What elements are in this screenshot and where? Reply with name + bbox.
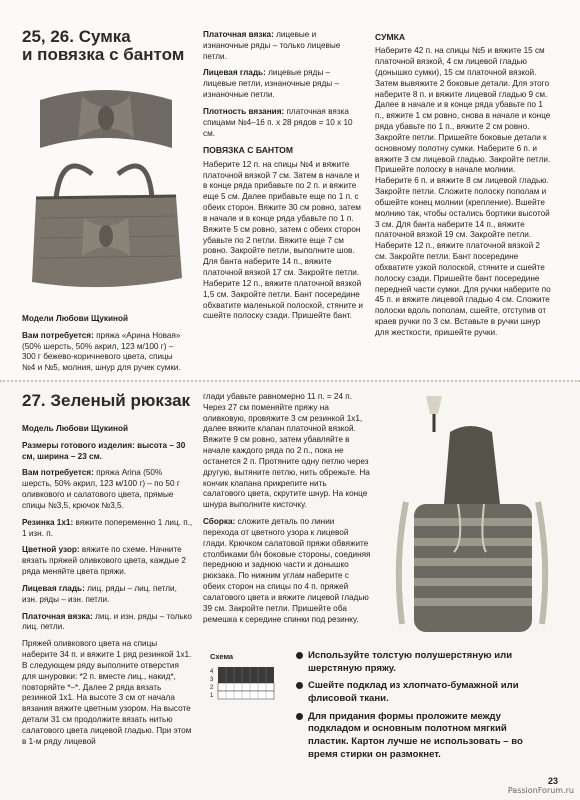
- tip-text-3: Для придания формы проложите между подкладом и основным полотном мягкий пластик. Картон лучше не использовать – во время стирки он размокнет.: [308, 710, 523, 760]
- backpack-model-credit: Модель Любови Щукиной: [22, 424, 129, 433]
- bag-heading: СУМКА: [375, 32, 406, 42]
- materials-para: [22, 331, 187, 374]
- density-para: [203, 107, 363, 139]
- stockinette-label: Лицевая гладь:: [203, 68, 266, 78]
- bullet-icon: [296, 652, 303, 659]
- section-title-backpack: 27. Зеленый рюкзак: [22, 391, 191, 410]
- schema-row-1: 1: [210, 693, 214, 699]
- page-number: 23: [547, 776, 558, 786]
- backpack-stockinette-para: [22, 584, 194, 606]
- bag-text: Наберите 42 п. на спицы №5 и вяжите 15 см платочной вязкой, 4 см лицевой гладью (донышко сумки), 15 см платочной вязкой. Затем вывяжите 2 боковые детали. Для этого наберите 8 п. и вяжите лицевой гладью 9 см. Далее в начале и в конце ряда убавьте по 1 п., вяжите 1 см ровно, снова в начале и конце ряда убавьте по 1 п., вяжите 2 см ровно. Закройте петли. Пришейте боковые детали к основному полотну сумки. Наберите 6 п. и вяжите 3 см лицевой гладью. Закройте петли. Пришейте полоску в начале молнии. Наберите 6 п. и вяжите 8 см лицевой гладью. Закройте петли. Сложите полоску пополам и обшейте конец молнии (крепление). Вшейте молнию так, чтобы остались бортики высотой 3 см. Для банта наберите 14 п., вяжите платочной вязкой 19 см. Закройте петли. Наберите 12 п., вяжите платочной вязкой 2 см. Закройте петли. Бант посередине обхватите узкой полоской, стяните и сшейте полоску сзади. Пришейте бант посередине передней части сумки. Для ручки наберите по 45 п. и вяжите лицевой гладью 4 см. Сложите полоски вдоль пополам, сшейте, отступив от краев ручки по 3 см. Вставьте в ручки шнур для жесткости, пришейте ручки.: [375, 46, 551, 337]
- tip-item: [296, 711, 526, 762]
- backpack-materials-label: Вам потребуется:: [22, 468, 94, 478]
- garter-text: лицевые и изнаночные ряды – только лицевые петли.: [203, 30, 341, 61]
- density-text: платочная вязка спицами №4–16 п. x 28 рядов = 10 x 10 см.: [203, 106, 353, 138]
- size-para: [22, 441, 194, 463]
- section-title-bag: [22, 28, 192, 64]
- top-col-2: [203, 30, 363, 328]
- color-para: [22, 545, 194, 577]
- color-label: Цветной узор:: [22, 545, 80, 555]
- backpack-stockinette-label: Лицевая гладь:: [22, 583, 85, 593]
- assembly-text: сложите деталь по линии перехода от цветного узора к лицевой глади. Крючком салатовой пряжи обвяжите столбиками б/н боковые стороны, соединяя переднюю и заднюю части и донышко рюкзака. По нижним углам наберите с обеих сторон на спицы по 4 п. пряжей салатового цвета и вяжите лицевой гладью 39 см. Закройте петли. Пришейте оба ремешка к середине спинки под резинку.: [203, 517, 371, 624]
- stockinette-text: лицевые ряды – лицевые петли, изнаночные ряды – изнаночные петли.: [203, 68, 339, 100]
- stockinette-para: [203, 68, 363, 100]
- bag-headband-section: [0, 0, 580, 378]
- model-credit: Модели Любови Щукиной: [22, 314, 129, 323]
- density-label: Плотность вязания:: [203, 106, 285, 116]
- backpack-stockinette-text: лиц. ряды – лиц. петли, изн. ряды – изн. петли.: [22, 583, 177, 604]
- materials-text: пряжа «Арина Новая» (50% шерсть, 50% акрил, 123 м/100 г) – 300 г бежево-коричневого цвета, спицы №4 и №5, молния, шнур для ручек сумки.: [22, 330, 181, 373]
- rib-label: Резинка 1x1:: [22, 517, 74, 527]
- assembly-label: Сборка:: [203, 517, 236, 527]
- title-line-2: и повязка с бантом: [22, 44, 185, 64]
- schema-row-3: 3: [210, 677, 214, 683]
- schema-label: Схема: [210, 652, 234, 661]
- top-col-1: [22, 314, 187, 380]
- tip-item: [296, 650, 526, 675]
- backpack-photo: [388, 392, 556, 640]
- schema-grid: [210, 661, 280, 709]
- rib-text: вяжите попеременно 1 лиц. п., 1 изн. п.: [22, 517, 193, 538]
- schema-row-4: 4: [210, 669, 214, 675]
- size-text: высота – 30 см, ширина – 23 см.: [22, 440, 186, 461]
- tips-box: [296, 650, 526, 766]
- bag-headband-photo: [22, 78, 190, 308]
- tip-text-1: Используйте толстую полушерстяную или шерстяную пряжу.: [308, 650, 513, 674]
- top-col-3: [375, 30, 553, 345]
- bottom-col-2: [203, 392, 371, 631]
- bullet-icon: [296, 713, 303, 720]
- watermark: PassionForum.ru: [507, 786, 574, 795]
- materials-label: Вам потребуется:: [22, 330, 94, 340]
- garter-label: Платочная вязка:: [203, 30, 274, 39]
- title-line-1: 25, 26. Сумка: [22, 27, 131, 46]
- backpack-garter-label: Платочная вязка:: [22, 611, 93, 621]
- backpack-garter-para: [22, 612, 194, 634]
- bottom-col-1: [22, 424, 194, 754]
- garter-para: [203, 30, 363, 62]
- tip-text-2: Сшейте подклад из хлопчато-бумажной или флисовой ткани.: [308, 680, 519, 704]
- schema-row-2: 2: [210, 685, 214, 691]
- headband-text: Наберите 12 п. на спицы №4 и вяжите платочной вязкой 7 см. Затем в начале и в конце ряда прибавьте по 2 п. и вяжите еще 5 см. Далее прибавьте еще по 1 п. с обеих сторон. Вяжите 30 см ровно, затем в начале и в конце ряда убавьте по 1 п. Вяжите 5 см ровно, затем с обеих сторон убавьте по 2 петли. Вяжите еще 7 см ровно. Закройте петли, выполните шов. Для банта наберите 14 п., вяжите платочной вязкой 17 см. Закройте петли. Наберите 12 п., вяжите платочной вязкой 1,5 см. Закройте петли. Бант посередине обхватите маленькой полоской, стяните и сшейте полоску сзади. Пришейте бант.: [203, 159, 363, 321]
- backpack-materials-text: пряжа Arina (50% шерсть, 50% акрил, 123 м/100 г) – по 50 г оливкового и салатового цвета, прямые спицы №3,5, крючок №3,5.: [22, 468, 180, 510]
- backpack-garter-text: лиц. и изн. ряды – только лиц. петли.: [22, 611, 192, 632]
- rib-para: [22, 518, 194, 540]
- backpack-body-2: глади убавьте равномерно 11 п. = 24 п. Через 27 см поменяйте пряжу на оливковую, провяжите 3 см резинкой 1x1, далее вяжите клапан платочной вязкой. Вяжите 9 см ровно, затем убавляйте в начале каждого ряда по 2 п., пока не останется 2 п. Протяните одну петлю через другую, вытяните петлю, нить обрежьте. На кончик клапана прикрепите нить салатового цвета, скрутите шнур. На конце шнура выполните кисточку.: [203, 392, 370, 510]
- backpack-body-1: Пряжей оливкового цвета на спицы наберите 34 п. и вяжите 1 ряд резинкой 1x1. В следующем ряду выполните отверстия для шнуровки: *2 п. вместе лиц., накид*, повторяйте *–*. Далее 2 ряда вязать резинкой 1x1. На высоте 3 см от начала вязания вяжите цветным узором. На высоте детали 31 см продолжите вязать нитью салатового цвета лицевой гладью. При этом в 1-м ряду лицевой: [22, 639, 192, 746]
- headband-heading: ПОВЯЗКА С БАНТОМ: [203, 145, 293, 156]
- assembly-para: [203, 517, 371, 625]
- color-text: вяжите по схеме. Начните вязать пряжей оливкового цвета, каждые 2 ряда меняйте цвета пряжи.: [22, 545, 186, 577]
- size-label: Размеры готового изделия:: [22, 440, 135, 450]
- backpack-materials-para: [22, 468, 194, 511]
- knitting-chart: [210, 652, 280, 712]
- tip-item: [296, 680, 526, 705]
- bullet-icon: [296, 682, 303, 689]
